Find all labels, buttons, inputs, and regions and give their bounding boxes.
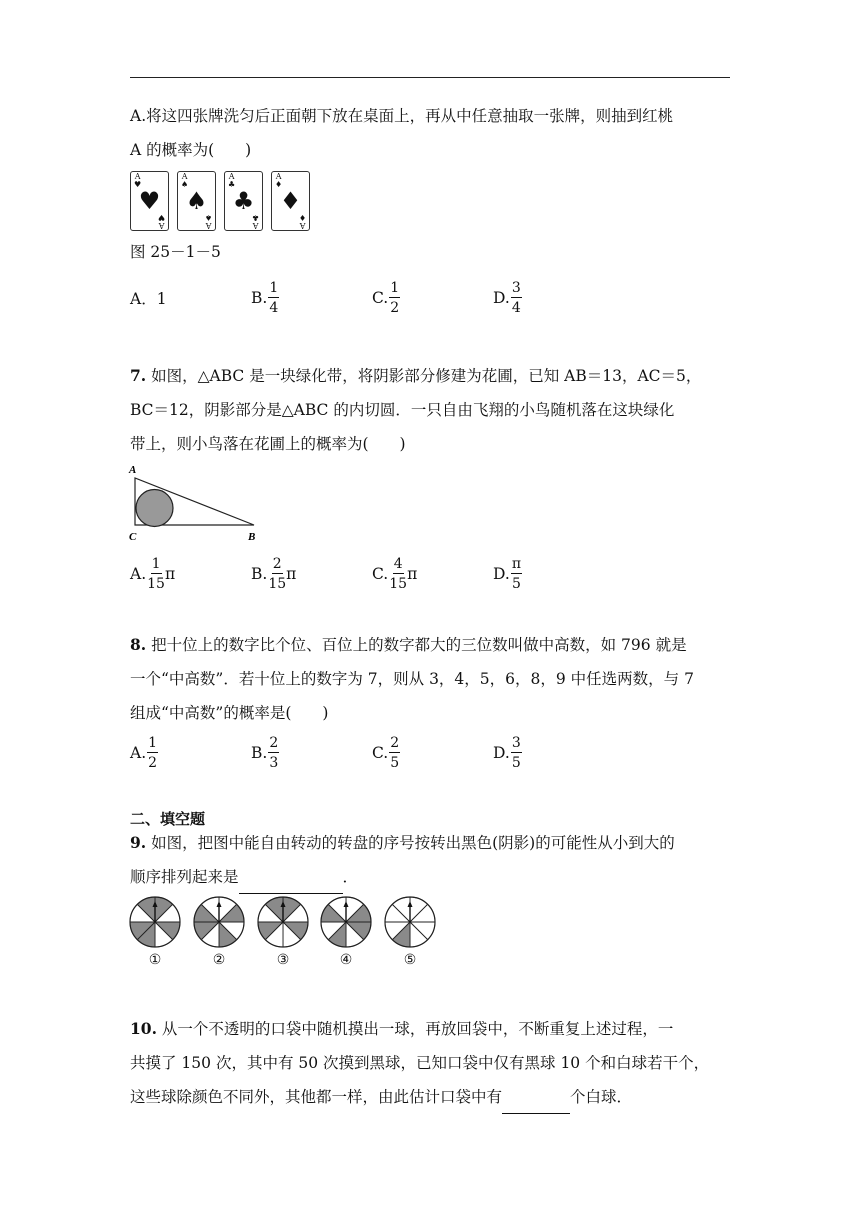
- q7-option-a: A. $\frac{1}{15}$ π: [130, 556, 176, 592]
- triangle-figure: [126, 462, 266, 544]
- q8-option-a: A. $\frac{1}{2}$: [130, 735, 158, 771]
- card-ace-diamonds: A ♦ ♦ A ♦: [271, 171, 310, 231]
- q10-stem-line1: 10. 从一个不透明的口袋中随机摸出一球，再放回袋中，不断重复上述过程，一: [130, 1019, 674, 1038]
- q9-answer-blank[interactable]: [239, 873, 343, 894]
- wheel-label-3: ③: [276, 952, 290, 968]
- spinner-wheel-3: [258, 897, 308, 947]
- wheel-label-1: ①: [148, 952, 162, 968]
- q9-stem-line1: 9. 如图，把图中能自由转动的转盘的序号按转出黑色(阴影)的可能性从小到大的: [130, 833, 675, 852]
- q10-answer-blank[interactable]: [502, 1093, 570, 1114]
- wheel-label-4: ④: [339, 952, 353, 968]
- q6-option-d: D. $\frac{3}{4}$: [493, 280, 521, 316]
- spinner-wheel-2: [194, 897, 244, 947]
- incircle: [136, 490, 173, 527]
- vertex-label-b: B: [248, 531, 256, 543]
- q10-stem-line3: 这些球除颜色不同外，其他都一样，由此估计口袋中有 个白球．: [130, 1080, 730, 1114]
- spinner-wheels-figure: [126, 894, 446, 950]
- q8-option-c: C. $\frac{2}{5}$: [372, 735, 400, 771]
- q7-option-c: C. $\frac{4}{15}$ π: [372, 556, 418, 592]
- spade-icon: ♠: [185, 187, 208, 215]
- q7-stem-line1: 7. 如图，△ABC 是一块绿化带，将阴影部分修建为花圃，已知 AB＝13，AC＝5，: [130, 366, 702, 385]
- spinner-wheel-4: [321, 897, 371, 947]
- section-heading: 二、填空题: [130, 810, 206, 828]
- club-icon: ♣: [232, 187, 255, 215]
- q6-stem-line1: A.将这四张牌洗匀后正面朝下放在桌面上，再从中任意抽取一张牌，则抽到红桃: [130, 107, 674, 125]
- q7-stem-line2: BC＝12，阴影部分是△ABC 的内切圆．一只自由飞翔的小鸟随机落在这块绿化: [130, 401, 675, 419]
- q8-option-d: D. $\frac{3}{5}$: [493, 735, 521, 771]
- q8-stem-line1: 8. 把十位上的数字比个位、百位上的数字都大的三位数叫做中高数，如 796 就是: [130, 635, 687, 654]
- diamond-icon: ♦: [279, 187, 302, 215]
- q8-stem-line2: 一个“中高数”．若十位上的数字为 7，则从 3，4，5，6，8，9 中任选两数，与 7: [130, 670, 694, 688]
- top-rule: [130, 77, 730, 78]
- q7-option-b: B. $\frac{2}{15}$ π: [251, 556, 297, 592]
- vertex-label-c: C: [129, 531, 137, 543]
- q7-stem-line3: 带上，则小鸟落在花圃上的概率为( ): [130, 435, 406, 453]
- q6-options: [130, 276, 730, 320]
- q8-options: [130, 731, 730, 775]
- wheel-label-2: ②: [212, 952, 226, 968]
- q10-stem-line2: 共摸了 150 次，其中有 50 次摸到黑球，已知口袋中仅有黑球 10 个和白球若干个，: [130, 1054, 710, 1072]
- q8-stem-line3: 组成“中高数”的概率是( ): [130, 704, 329, 722]
- q7-option-d: D. $\frac{\pi}{5}$: [493, 556, 522, 592]
- q6-option-b: B. $\frac{1}{4}$: [251, 280, 279, 316]
- card-ace-hearts: A ♥ ♥ A ♥: [130, 171, 169, 231]
- q6-figure-caption: 图 25－1－5: [130, 243, 221, 261]
- spinner-wheel-1: [130, 897, 180, 947]
- q6-option-a: A．1: [130, 290, 167, 308]
- q8-option-b: B. $\frac{2}{3}$: [251, 735, 279, 771]
- wheel-label-5: ⑤: [403, 952, 417, 968]
- q6-stem-line2: A 的概率为( ): [130, 141, 252, 159]
- q7-options: [130, 552, 730, 596]
- spinner-wheel-5: [385, 897, 435, 947]
- q6-option-c: C. $\frac{1}{2}$: [372, 280, 400, 316]
- card-ace-clubs: A ♣ ♣ A ♣: [224, 171, 263, 231]
- card-ace-spades: A ♠ ♠ A ♠: [177, 171, 216, 231]
- vertex-label-a: A: [129, 464, 137, 476]
- heart-icon: ♥: [138, 187, 161, 215]
- q9-stem-line2: 顺序排列起来是 ．: [130, 860, 730, 894]
